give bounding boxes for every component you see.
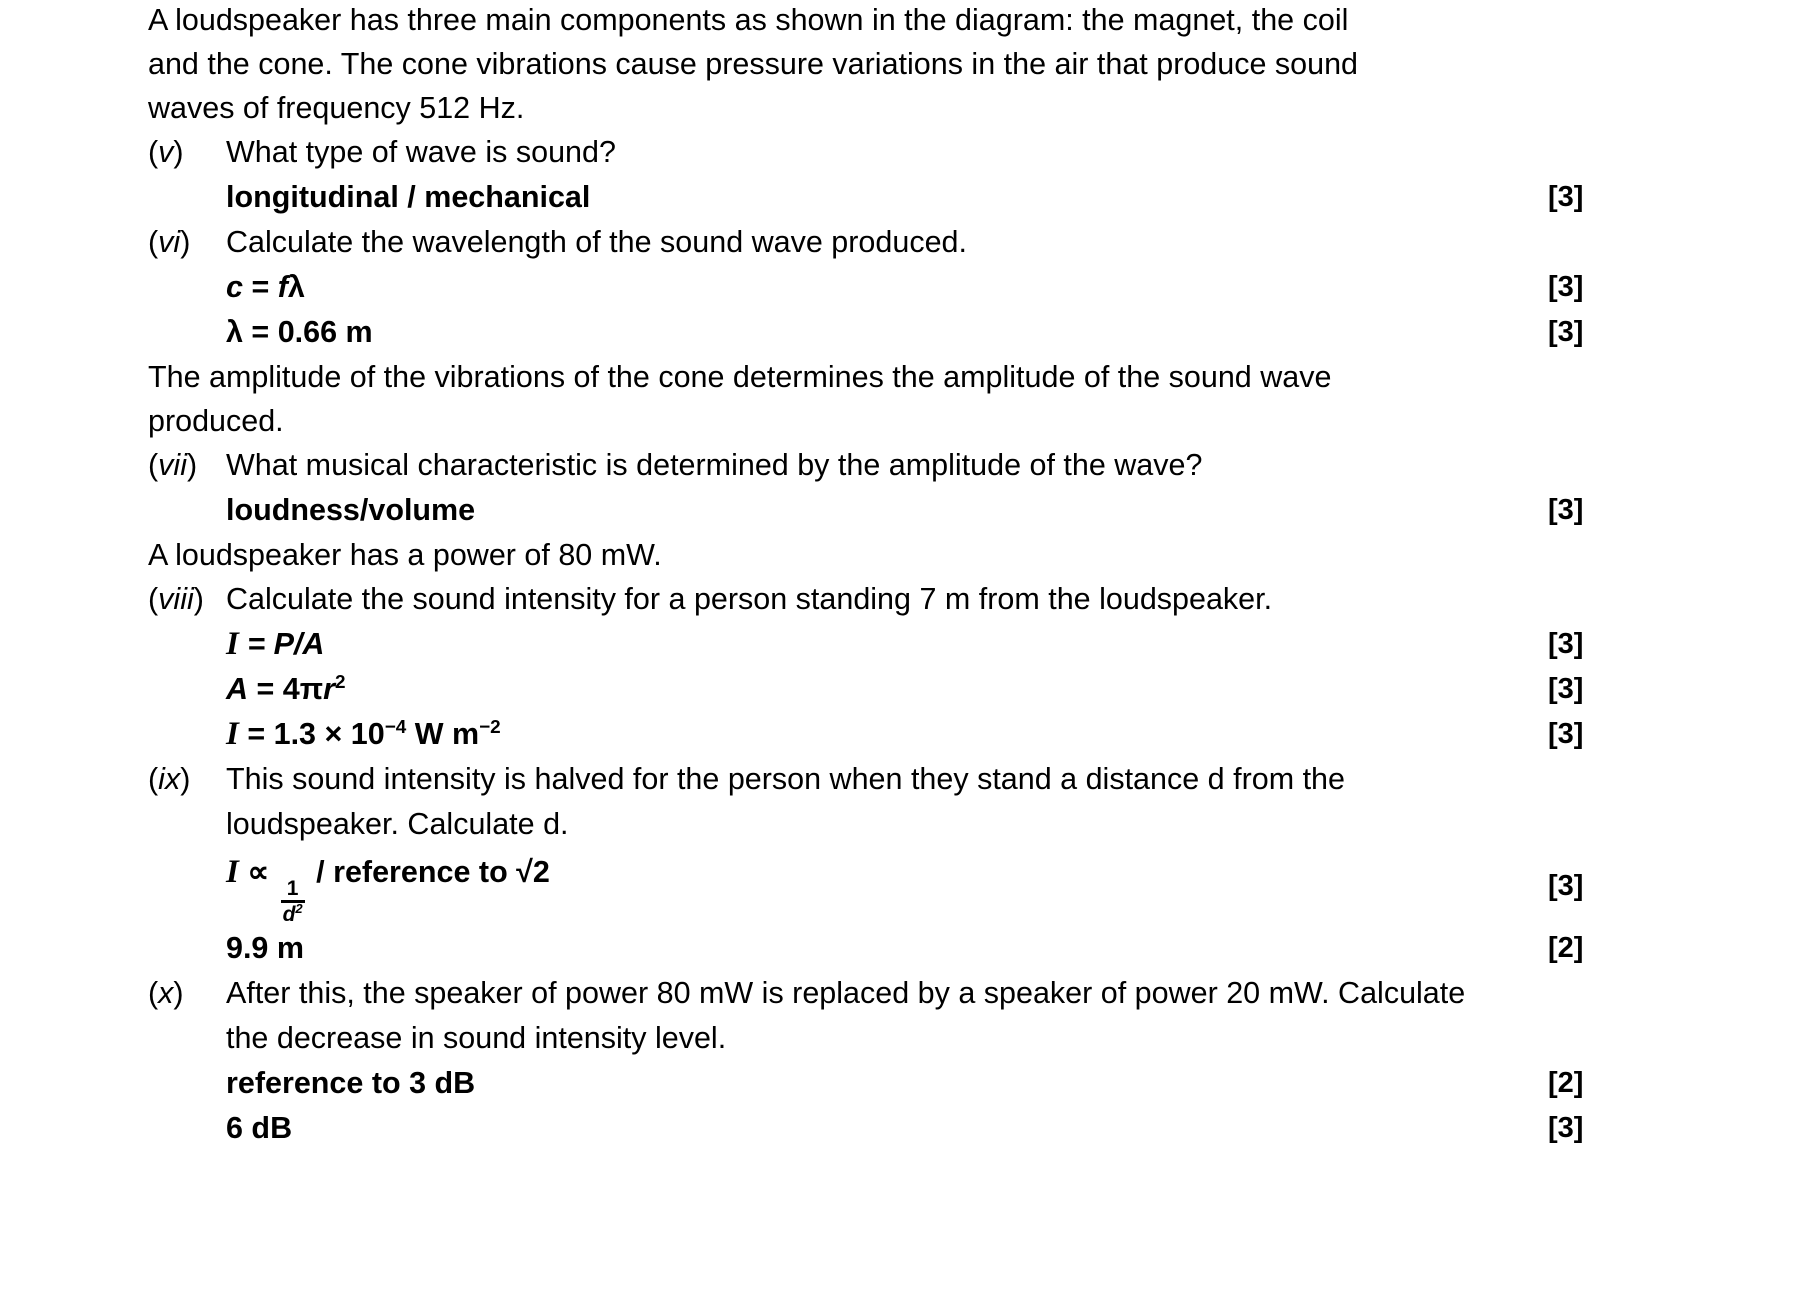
answer-row-viii-3 (148, 712, 1668, 757)
answer-formula-i-p-a (226, 622, 1530, 666)
denominator-exponent: 2 (295, 900, 303, 916)
item-roman-v: v (158, 135, 174, 169)
markscheme-content (148, 0, 1668, 1151)
item-label-v: (v) (148, 135, 184, 169)
item-roman-vii: vii (158, 448, 187, 482)
answer-inverse-square-law (226, 847, 1530, 926)
question-text-v: What type of wave is sound? (226, 135, 616, 169)
question-row-viii (148, 577, 1668, 622)
equals-1: = (242, 270, 278, 304)
marks-vi-1: [3] (1548, 271, 1584, 303)
answer-formula-c-flambda (226, 265, 1530, 309)
question-row-vii (148, 443, 1668, 488)
item-label-vi: (vi) (148, 225, 191, 259)
formula-area-mid: = 4π (248, 672, 324, 706)
fraction-numerator: 1 (286, 876, 299, 900)
item-roman-vi: vi (158, 225, 181, 259)
answer-row-vi-2 (148, 310, 1668, 355)
marks-viii-2: [3] (1548, 673, 1584, 705)
symbol-c: c (226, 270, 243, 304)
symbol-radius: r (323, 672, 335, 706)
fraction-denominator (281, 900, 305, 926)
symbol-lambda: λ (287, 270, 305, 304)
intensity-value-b: W m (406, 717, 480, 751)
answer-text-v: longitudinal / mechanical (226, 180, 591, 214)
answer-reference-3db: reference to 3 dB (226, 1065, 476, 1100)
amplitude-paragraph: The amplitude of the vibrations of the cone determines the amplitude of the sound wave produced. (148, 360, 1332, 438)
question-text-viii: Calculate the sound intensity for a person standing 7 m from the loudspeaker. (226, 582, 1273, 616)
exponent-minus-four: −4 (384, 716, 407, 738)
item-label-viii: (viii) (148, 582, 204, 616)
symbol-intensity-2: I (226, 716, 239, 752)
symbol-intensity-3: I (226, 854, 239, 890)
inverse-square-tail: / reference to √2 (307, 855, 550, 889)
item-label-vii: (vii) (148, 448, 198, 482)
question-row-x-cont (148, 1016, 1668, 1061)
question-text-x-line1: After this, the speaker of power 80 mW is replaced by a speaker of power 20 mW. Calculate (226, 975, 1466, 1010)
answer-lambda-value: λ = 0.66 m (226, 315, 373, 349)
power-paragraph: A loudspeaker has a power of 80 mW. (148, 538, 662, 572)
marks-viii-1: [3] (1548, 628, 1584, 660)
question-text-ix-line1: This sound intensity is halved for the person when they stand a distance d from the (226, 762, 1345, 796)
answer-row-viii-2 (148, 667, 1668, 712)
answer-row-viii-1 (148, 622, 1668, 667)
formula-i-p-a-rest: = P/A (238, 627, 325, 661)
answer-row-x-2 (148, 1106, 1668, 1151)
answer-text-vii: loudness/volume (226, 493, 476, 527)
symbol-area: A (226, 672, 249, 706)
marks-x-1: [2] (1548, 1066, 1584, 1099)
marks-vi-2: [3] (1548, 316, 1584, 348)
question-text-vii: What musical characteristic is determined by the amplitude of the wave? (226, 448, 1203, 482)
item-roman-viii: viii (158, 582, 194, 616)
question-text-vi: Calculate the wavelength of the sound wave produced. (226, 225, 967, 259)
item-roman-ix: ix (158, 762, 181, 796)
answer-row-x-1 (148, 1061, 1668, 1106)
marks-vii-answer: [3] (1548, 494, 1584, 526)
marks-v-answer: [3] (1548, 181, 1584, 213)
answer-row-ix-1 (148, 847, 1668, 926)
answer-row-ix-2 (148, 926, 1668, 971)
question-row-x (148, 971, 1668, 1016)
question-row-v (148, 130, 1668, 175)
intro-paragraph-row (148, 0, 1668, 130)
exponent-minus-two: −2 (479, 716, 501, 738)
marks-x-2: [3] (1548, 1111, 1584, 1144)
fraction-one-over-d-squared (281, 878, 305, 926)
answer-row-vii (148, 488, 1668, 533)
amplitude-paragraph-row (148, 355, 1668, 443)
intro-paragraph: A loudspeaker has three main components as shown in the diagram: the magnet, the coil and the cone. The cone vibrations cause pressure variations in the air that produce sound waves of frequency 512 Hz. (148, 3, 1359, 125)
question-row-ix-cont (148, 802, 1668, 847)
question-text-ix-line2: loudspeaker. Calculate d. (226, 807, 569, 841)
answer-distance-value: 9.9 m (226, 930, 304, 965)
symbol-f: f (277, 270, 288, 304)
item-roman-x: x (158, 975, 174, 1010)
answer-intensity-value (226, 712, 1530, 756)
answer-row-v (148, 175, 1668, 220)
answer-6db: 6 dB (226, 1110, 293, 1145)
question-text-x-line2: the decrease in sound intensity level. (226, 1020, 727, 1055)
marks-viii-3: [3] (1548, 718, 1584, 750)
proportional-symbol: ∝ (238, 855, 278, 889)
symbol-intensity-1: I (226, 626, 239, 662)
intensity-value-a: = 1.3 × 10 (238, 717, 385, 751)
marks-ix-1: [3] (1548, 870, 1584, 903)
exponent-area: 2 (334, 671, 346, 693)
answer-formula-area (226, 667, 1530, 711)
denominator-var: d (282, 902, 296, 926)
answer-row-vi-1 (148, 265, 1668, 310)
item-label-ix: (ix) (148, 762, 191, 796)
question-row-vi (148, 220, 1668, 265)
question-row-ix (148, 757, 1668, 802)
item-label-x: (x) (148, 975, 184, 1010)
power-paragraph-row (148, 533, 1668, 577)
marks-ix-2: [2] (1548, 931, 1584, 964)
